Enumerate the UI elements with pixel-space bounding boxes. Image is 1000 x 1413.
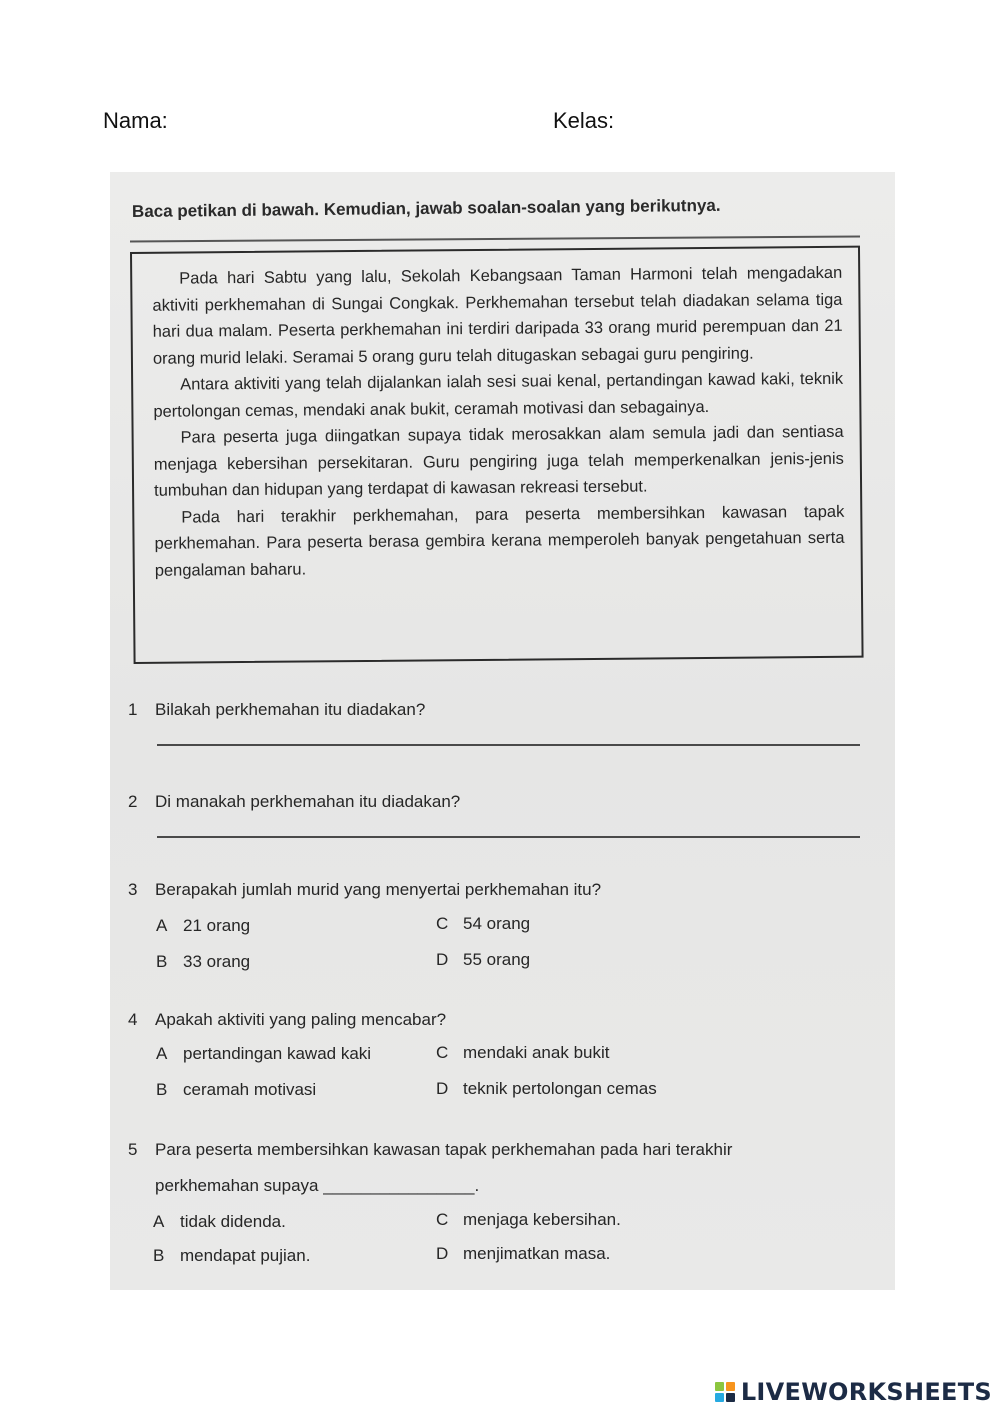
option-text: mendapat pujian. <box>180 1246 311 1265</box>
instruction-text: Baca petikan di bawah. Kemudian, jawab soalan-soalan yang berikutnya. <box>131 195 721 221</box>
question-text: Berapakah jumlah murid yang menyertai perkhemahan itu? <box>155 880 602 899</box>
option-5a[interactable] <box>153 1212 286 1232</box>
option-text: ceramah motivasi <box>183 1080 317 1099</box>
question-number: 3 <box>128 880 138 899</box>
question-text: Di manakah perkhemahan itu diadakan? <box>155 792 461 811</box>
passage-paragraph: Pada hari Sabtu yang lalu, Sekolah Kebangsaan Taman Harmoni telah mengadakan aktiviti perkhemahan di Sungai Congkak. Perkhemahan tersebut telah diadakan selama tiga hari dua malam. Peserta perkhemahan ini terdiri daripada 33 orang murid perempuan dan 21 orang murid lelaki. Seramai 5 orang guru telah ditugaskan sebagai guru pengiring. <box>152 263 843 368</box>
option-letter: C <box>436 1210 449 1229</box>
option-letter: B <box>156 1080 168 1099</box>
question-number: 2 <box>128 792 138 811</box>
option-letter: D <box>436 1244 449 1263</box>
option-text: 33 orang <box>183 952 251 971</box>
option-3c[interactable] <box>436 914 530 934</box>
option-3a[interactable] <box>156 916 250 936</box>
answer-line-1[interactable] <box>157 744 860 746</box>
option-3b[interactable] <box>156 952 250 972</box>
option-text: teknik pertolongan cemas <box>463 1079 657 1098</box>
question-5 <box>128 1140 868 1160</box>
divider <box>130 235 860 242</box>
answer-line-2[interactable] <box>157 836 860 838</box>
passage-box <box>130 246 864 664</box>
name-label: Nama: <box>103 108 168 133</box>
option-text: 54 orang <box>463 914 531 933</box>
question-text: Bilakah perkhemahan itu diadakan? <box>155 700 426 719</box>
question-text: Apakah aktiviti yang paling mencabar? <box>155 1010 447 1029</box>
question-1 <box>128 700 425 720</box>
option-text: menjimatkan masa. <box>463 1244 611 1263</box>
passage-paragraph: Pada hari terakhir perkhemahan, para peserta membersihkan kawasan tapak perkhemahan. Para peserta berasa gembira kerana memperoleh banyak pengetahuan serta pengalaman baharu. <box>154 502 845 580</box>
question-text: Para peserta membersihkan kawasan tapak perkhemahan pada hari terakhir <box>155 1140 733 1159</box>
logo-mark-icon <box>715 1382 735 1402</box>
question-number: 1 <box>128 700 138 719</box>
question-4 <box>128 1010 446 1030</box>
option-letter: D <box>436 950 449 969</box>
option-5b[interactable] <box>153 1246 310 1266</box>
question-5-continued: perkhemahan supaya ________________. <box>155 1176 480 1195</box>
option-letter: B <box>153 1246 165 1265</box>
option-text: mendaki anak bukit <box>463 1043 610 1062</box>
option-text: 55 orang <box>463 950 531 969</box>
option-letter: C <box>436 1043 449 1062</box>
option-4d[interactable] <box>436 1079 657 1099</box>
passage-paragraph: Antara aktiviti yang telah dijalankan ialah sesi suai kenal, pertandingan kawad kaki, teknik pertolongan cemas, mendaki anak bukit, ceramah motivasi dan sebagainya. <box>153 369 844 421</box>
option-text: menjaga kebersihan. <box>463 1210 621 1229</box>
passage-paragraph: Para peserta juga diingatkan supaya tidak merosakkan alam semula jadi dan sentiasa menjaga kebersihan persekitaran. Guru pengiring juga telah memperkenalkan jenis-jenis tumbuhan dan hidupan yang terdapat di kawasan rekreasi tersebut. <box>153 422 844 500</box>
option-letter: D <box>436 1079 449 1098</box>
question-2 <box>128 792 460 812</box>
option-text: tidak didenda. <box>180 1212 286 1231</box>
question-3 <box>128 880 601 900</box>
option-letter: B <box>156 952 168 971</box>
option-text: pertandingan kawad kaki <box>183 1044 372 1063</box>
option-4b[interactable] <box>156 1080 316 1100</box>
option-letter: A <box>153 1212 165 1231</box>
option-letter: C <box>436 914 449 933</box>
option-4a[interactable] <box>156 1044 371 1064</box>
class-label: Kelas: <box>553 108 615 133</box>
question-number: 4 <box>128 1010 138 1029</box>
option-5c[interactable] <box>436 1210 621 1230</box>
option-letter: A <box>156 1044 168 1063</box>
option-5d[interactable] <box>436 1244 610 1264</box>
option-4c[interactable] <box>436 1043 609 1063</box>
question-number: 5 <box>128 1140 138 1159</box>
brand-name: LIVEWORKSHEETS <box>740 1378 992 1406</box>
option-letter: A <box>156 916 168 935</box>
liveworksheets-logo[interactable] <box>715 1377 992 1407</box>
scanned-worksheet <box>110 172 895 1290</box>
option-text: 21 orang <box>183 916 251 935</box>
option-3d[interactable] <box>436 950 530 970</box>
